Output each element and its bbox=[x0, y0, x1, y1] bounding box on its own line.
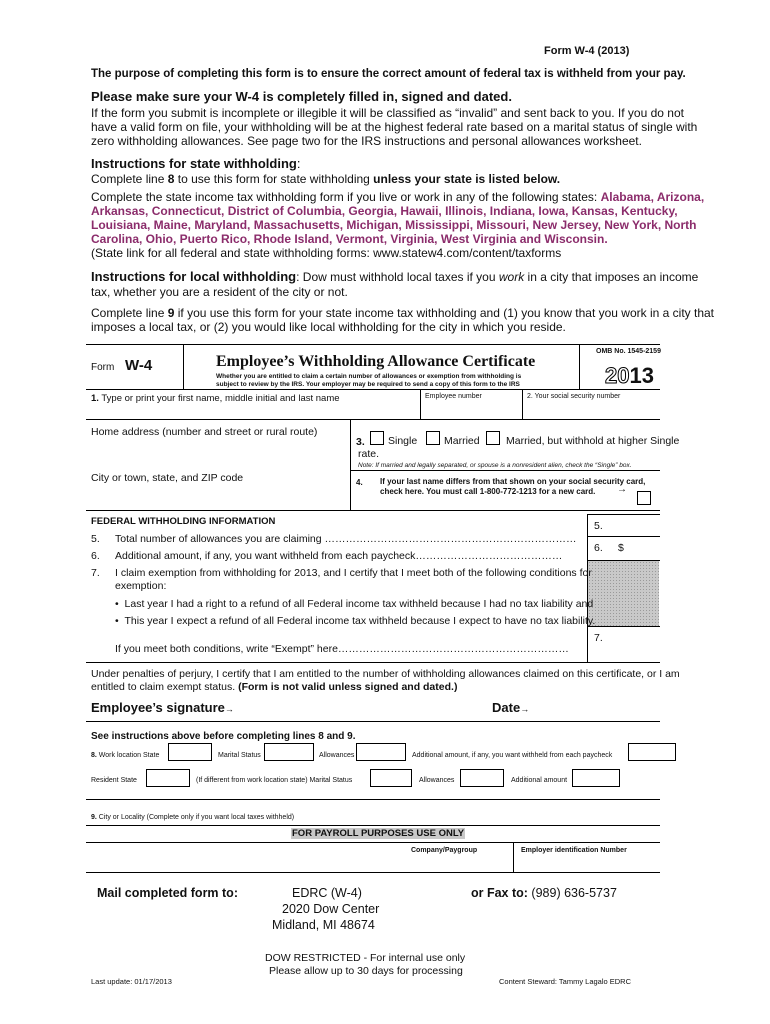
home-address-label: Home address (number and street or rural route) bbox=[91, 426, 318, 438]
rate-label: rate. bbox=[358, 448, 380, 460]
address-line-2: 2020 Dow Center bbox=[282, 902, 380, 916]
married-label: Married bbox=[444, 435, 480, 447]
name-input[interactable] bbox=[86, 400, 420, 418]
purpose-statement: The purpose of completing this form is to ensure the correct amount of federal tax is withheld from your pay. bbox=[91, 68, 686, 80]
exemption-bullet-1: • Last year I had a right to a refund of all Federal income tax withheld because I had no tax liability and bbox=[115, 598, 594, 610]
line-4-text-2: check here. You must call 1-800-772-1213 for a new card. bbox=[380, 487, 596, 496]
line-4-text-1: If your last name differs from that shown on your social security card, bbox=[380, 477, 646, 486]
single-label: Single bbox=[388, 435, 418, 447]
line-6-number: 6. bbox=[91, 550, 100, 562]
federal-heading: FEDERAL WITHHOLDING INFORMATION bbox=[91, 516, 276, 527]
city-label: City or town, state, and ZIP code bbox=[91, 472, 244, 484]
allowances-input[interactable] bbox=[607, 516, 659, 535]
signature-input[interactable] bbox=[232, 698, 482, 716]
resident-state-input[interactable] bbox=[146, 769, 190, 787]
form-label: Form bbox=[91, 362, 115, 373]
line-5-text: Total number of allowances you are claiming ……………………………………………………………… bbox=[115, 533, 577, 545]
home-address-input[interactable] bbox=[86, 440, 349, 468]
work-state-input[interactable] bbox=[168, 743, 212, 761]
mail-label: Mail completed form to: bbox=[97, 886, 238, 900]
address-line-3: Midland, MI 48674 bbox=[272, 918, 375, 932]
resident-state-label: Resident State bbox=[91, 777, 137, 784]
address-line-1: EDRC (W-4) bbox=[292, 886, 362, 900]
ssn-input[interactable] bbox=[523, 400, 659, 418]
state-line-8: Complete line 8 to use this form for state withholding unless your state is listed below. bbox=[91, 172, 561, 186]
allowances-2-label: Allowances bbox=[419, 777, 455, 784]
intro-line-3: zero withholding allowances. See page two for the IRS instructions and personal allowances worksheet. bbox=[91, 134, 642, 148]
if-different-label: (If different from work location state) Marital Status bbox=[196, 777, 353, 784]
name-label: 1. Type or print your first name, middle initial and last name bbox=[91, 393, 340, 404]
line-8-work-state-label: 8. Work location State bbox=[91, 752, 160, 759]
omb-number: OMB No. 1545-2159 bbox=[596, 348, 661, 355]
content-steward: Content Steward: Tammy Lagalo EDRC bbox=[499, 977, 632, 986]
line-7-text-1: I claim exemption from withholding for 2013, and I certify that I meet both of the following conditions for bbox=[115, 567, 592, 579]
form-subtitle-1: Whether you are entitled to claim a certain number of allowances or exemption from withholding is bbox=[216, 373, 522, 380]
single-checkbox[interactable] bbox=[370, 431, 384, 445]
allowances-label: Allowances bbox=[319, 752, 355, 759]
state-list-3: Louisiana, Maine, Maryland, Massachusetts, Michigan, Mississippi, Missouri, New Jersey, New York, North bbox=[91, 218, 697, 232]
name-differs-checkbox[interactable] bbox=[637, 491, 651, 505]
line-3-number: 3. bbox=[356, 436, 365, 448]
married-higher-checkbox[interactable] bbox=[486, 431, 500, 445]
additional-amount-long-label: Additional amount, if any, you want withheld from each paycheck bbox=[412, 752, 613, 759]
employee-number-input[interactable] bbox=[421, 400, 521, 418]
local-line-9b: imposes a local tax, or (2) you would like local withholding for the city in which you reside. bbox=[91, 320, 566, 334]
shaded-box bbox=[588, 561, 659, 626]
employer-id-label: Employer identification Number bbox=[521, 847, 627, 854]
payroll-only-heading: FOR PAYROLL PURPOSES USE ONLY bbox=[292, 828, 465, 839]
state-allowances-input[interactable] bbox=[356, 743, 406, 761]
company-paygroup-label: Company/Paygroup bbox=[411, 847, 478, 854]
exemption-bullet-2: • This year I expect a refund of all Federal income tax withheld because I expect to have no tax liability. bbox=[115, 615, 596, 627]
employee-signature-label: Employee’s signature→ bbox=[91, 700, 234, 715]
fax-line: or Fax to: (989) 636-5737 bbox=[471, 886, 617, 900]
state-list-4: Carolina, Ohio, Puerto Rico, Rhode Island, Vermont, Virginia, West Virginia and Wisconsin. bbox=[91, 232, 608, 246]
see-instructions: See instructions above before completing lines 8 and 9. bbox=[91, 731, 356, 742]
additional-amount-label: Additional amount bbox=[511, 777, 568, 784]
resident-allowances-input[interactable] bbox=[460, 769, 504, 787]
married-note: Note: If married and legally separated, or spouse is a nonresident alien, check the “Single” box. bbox=[358, 462, 632, 469]
city-locality-input[interactable] bbox=[280, 805, 650, 823]
box-6-label: 6. bbox=[594, 542, 603, 554]
state-heading: Instructions for state withholding: bbox=[91, 156, 301, 171]
resident-marital-status-input[interactable] bbox=[370, 769, 412, 787]
state-list-2: Arkansas, Connecticut, District of Columbia, Georgia, Hawaii, Illinois, Indiana, Iowa, Kansas, Kentucky, bbox=[91, 204, 678, 218]
form-subtitle-2: subject to review by the IRS. Your employer may be required to send a copy of this form to the IRS bbox=[216, 381, 520, 388]
exempt-input[interactable] bbox=[607, 628, 659, 661]
line-4-number: 4. bbox=[356, 478, 363, 487]
married-higher-label: Married, but withhold at higher Single bbox=[506, 435, 680, 447]
intro-line-1: If the form you submit is incomplete or illegible it will be classified as “invalid” and sent back to you. If you do not bbox=[91, 106, 684, 120]
processing-notice: Please allow up to 30 days for processing bbox=[269, 965, 463, 977]
perjury-line-1: Under penalties of perjury, I certify that I am entitled to the number of withholding allowances claimed on this certificate, or I am bbox=[91, 668, 680, 680]
exempt-line: If you meet both conditions, write “Exempt” here………………………………………………………… bbox=[115, 643, 569, 655]
local-line-2: tax, whether you are a resident of the city or not. bbox=[91, 285, 348, 299]
last-update: Last update: 01/17/2013 bbox=[91, 977, 172, 986]
form-id: Form W-4 (2013) bbox=[544, 45, 630, 57]
additional-amount-input[interactable] bbox=[628, 538, 659, 559]
line-4-arrow: → bbox=[617, 484, 627, 495]
ssn-label: 2. Your social security number bbox=[527, 393, 621, 400]
form-title: Employee’s Withholding Allowance Certificate bbox=[216, 353, 536, 370]
local-line-9: Complete line 9 if you use this form for your state income tax withholding and (1) you know that you work in a city that bbox=[91, 306, 714, 320]
line-6-text: Additional amount, if any, you want withheld from each paycheck…………………………………… bbox=[115, 550, 563, 562]
date-label: Date→ bbox=[492, 700, 530, 715]
restricted-notice: DOW RESTRICTED - For internal use only bbox=[265, 952, 466, 964]
local-line-1: Instructions for local withholding: Dow must withhold local taxes if you work in a city that imposes an income bbox=[91, 269, 699, 284]
marital-status-label: Marital Status bbox=[218, 752, 261, 759]
state-link: (State link for all federal and state withholding forms: www.statew4.com/content/taxforms bbox=[91, 246, 562, 260]
line-9-label: 9. City or Locality (Complete only if you want local taxes withheld) bbox=[91, 814, 295, 821]
city-input[interactable] bbox=[86, 486, 349, 508]
line-7-number: 7. bbox=[91, 567, 100, 579]
dollar-sign: $ bbox=[618, 542, 624, 554]
intro-heading: Please make sure your W-4 is completely filled in, signed and dated. bbox=[91, 89, 512, 104]
married-checkbox[interactable] bbox=[426, 431, 440, 445]
line-7-text-2: exemption: bbox=[115, 580, 167, 592]
resident-additional-amount-input[interactable] bbox=[572, 769, 620, 787]
perjury-line-2: entitled to claim exempt status. (Form is not valid unless signed and dated.) bbox=[91, 681, 458, 693]
state-additional-amount-input[interactable] bbox=[628, 743, 676, 761]
line-5-number: 5. bbox=[91, 533, 100, 545]
box-7-label: 7. bbox=[594, 632, 603, 644]
state-marital-status-input[interactable] bbox=[264, 743, 314, 761]
form-name: W-4 bbox=[125, 357, 153, 374]
employee-number-label: Employee number bbox=[425, 393, 482, 400]
box-5-label: 5. bbox=[594, 520, 603, 532]
date-input[interactable] bbox=[534, 698, 654, 716]
form-year: 2013 bbox=[605, 363, 654, 388]
intro-line-2: have a valid form on file, your withholding will be at the highest federal rate based on a marital status of single with bbox=[91, 120, 698, 134]
state-list-intro: Complete the state income tax withholding form if you live or work in any of the following states: Alabama, Arizona, bbox=[91, 190, 705, 204]
